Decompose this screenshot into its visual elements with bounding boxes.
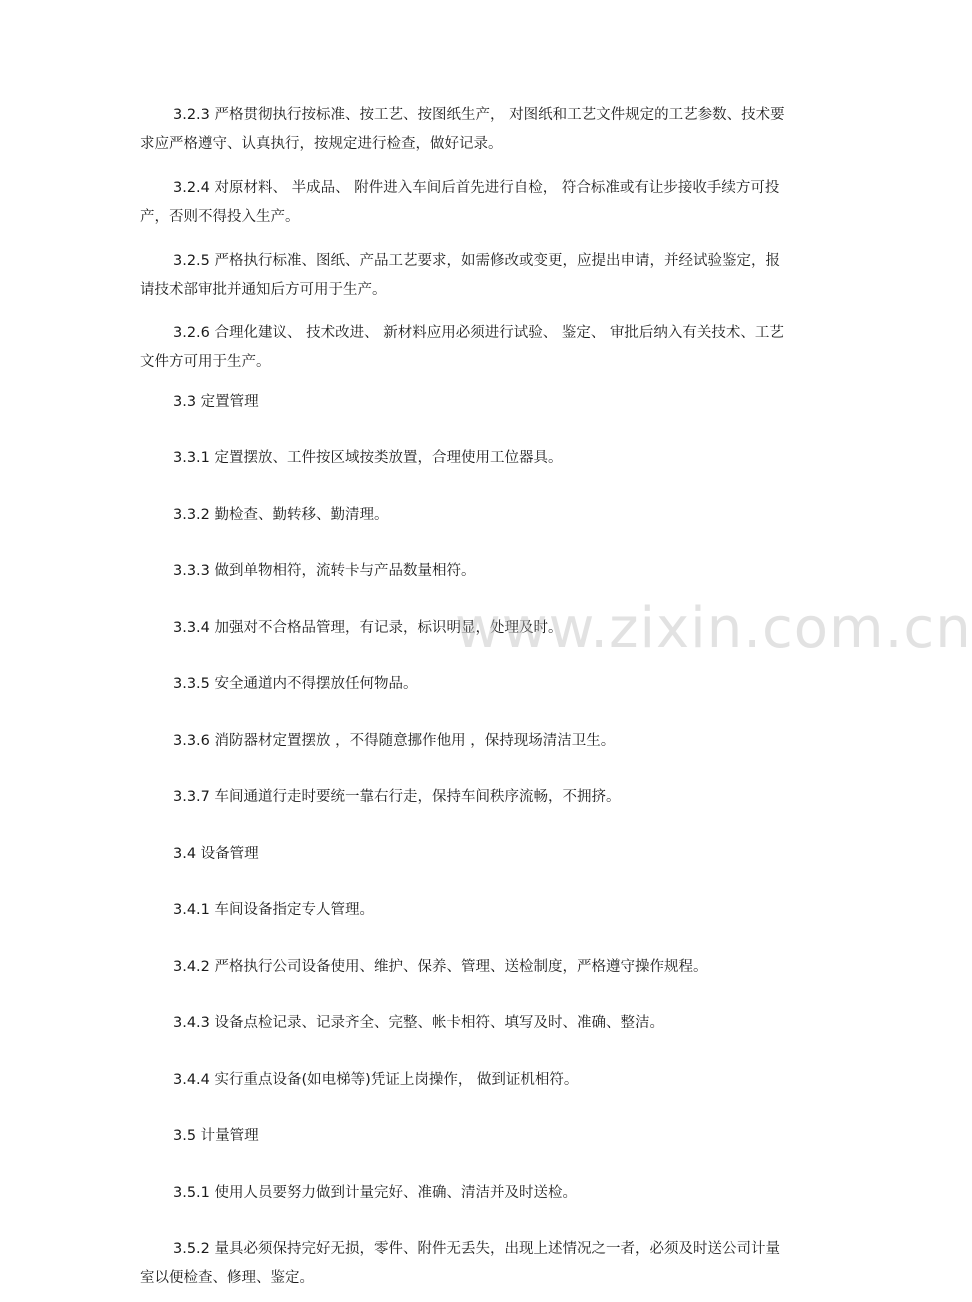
paragraph-3-3-5: 3.3.5 安全通道内不得摆放任何物品。 <box>173 676 418 692</box>
paragraph-3-3-7: 3.3.7 车间通道行走时要统一靠右行走，保持车间秩序流畅，不拥挤。 <box>173 789 621 805</box>
paragraph-3-3-3: 3.3.3 做到单物相符，流转卡与产品数量相符。 <box>173 563 476 579</box>
paragraph-3-2-6: 3.2.6 合理化建议、 技术改进、 新材料应用必须进行试验、 鉴定、 审批后纳入有关技术、工艺文件方可用于生产。 <box>140 325 784 370</box>
paragraph-3-2-5: 3.2.5 严格执行标准、图纸、产品工艺要求，如需修改或变更，应提出申请，并经试验鉴定，报请技术部审批并通知后方可用于生产。 <box>140 253 780 298</box>
section-heading-3-4: 3.4 设备管理 <box>173 846 259 862</box>
paragraph-3-3-6: 3.3.6 消防器材定置摆放 ，不得随意挪作他用 ，保持现场清洁卫生。 <box>173 733 616 749</box>
paragraph-3-3-2: 3.3.2 勤检查、勤转移、勤清理。 <box>173 507 389 523</box>
paragraph-3-2-3: 3.2.3 严格贯彻执行按标准、按工艺、按图纸生产， 对图纸和工艺文件规定的工艺参数、技术要求应严格遵守、认真执行，按规定进行检查，做好记录。 <box>140 107 785 152</box>
watermark-text: www.zixin.com.cn <box>455 596 972 661</box>
paragraph-3-4-4: 3.4.4 实行重点设备(如电梯等)凭证上岗操作， 做到证机相符。 <box>173 1072 579 1088</box>
paragraph-3-4-3: 3.4.3 设备点检记录、记录齐全、完整、帐卡相符、填写及时、准确、整洁。 <box>173 1015 665 1031</box>
section-heading-3-5: 3.5 计量管理 <box>173 1128 259 1144</box>
paragraph-3-5-1: 3.5.1 使用人员要努力做到计量完好、准确、清洁并及时送检。 <box>173 1185 578 1201</box>
paragraph-3-4-2: 3.4.2 严格执行公司设备使用、维护、保养、管理、送检制度，严格遵守操作规程。 <box>173 959 708 975</box>
paragraph-3-2-4: 3.2.4 对原材料、 半成品、 附件进入车间后首先进行自检， 符合标准或有让步接收手续方可投产，否则不得投入生产。 <box>140 180 780 225</box>
paragraph-3-5-2: 3.5.2 量具必须保持完好无损，零件、附件无丢失，出现上述情况之一者，必须及时送公司计量室以便检查、修理、鉴定。 <box>140 1241 780 1286</box>
section-heading-3-3: 3.3 定置管理 <box>173 394 259 410</box>
paragraph-3-4-1: 3.4.1 车间设备指定专人管理。 <box>173 902 375 918</box>
paragraph-3-3-1: 3.3.1 定置摆放、工件按区域按类放置，合理使用工位器具。 <box>173 450 563 466</box>
paragraph-3-3-4: 3.3.4 加强对不合格品管理，有记录，标识明显，处理及时。 <box>173 620 563 636</box>
